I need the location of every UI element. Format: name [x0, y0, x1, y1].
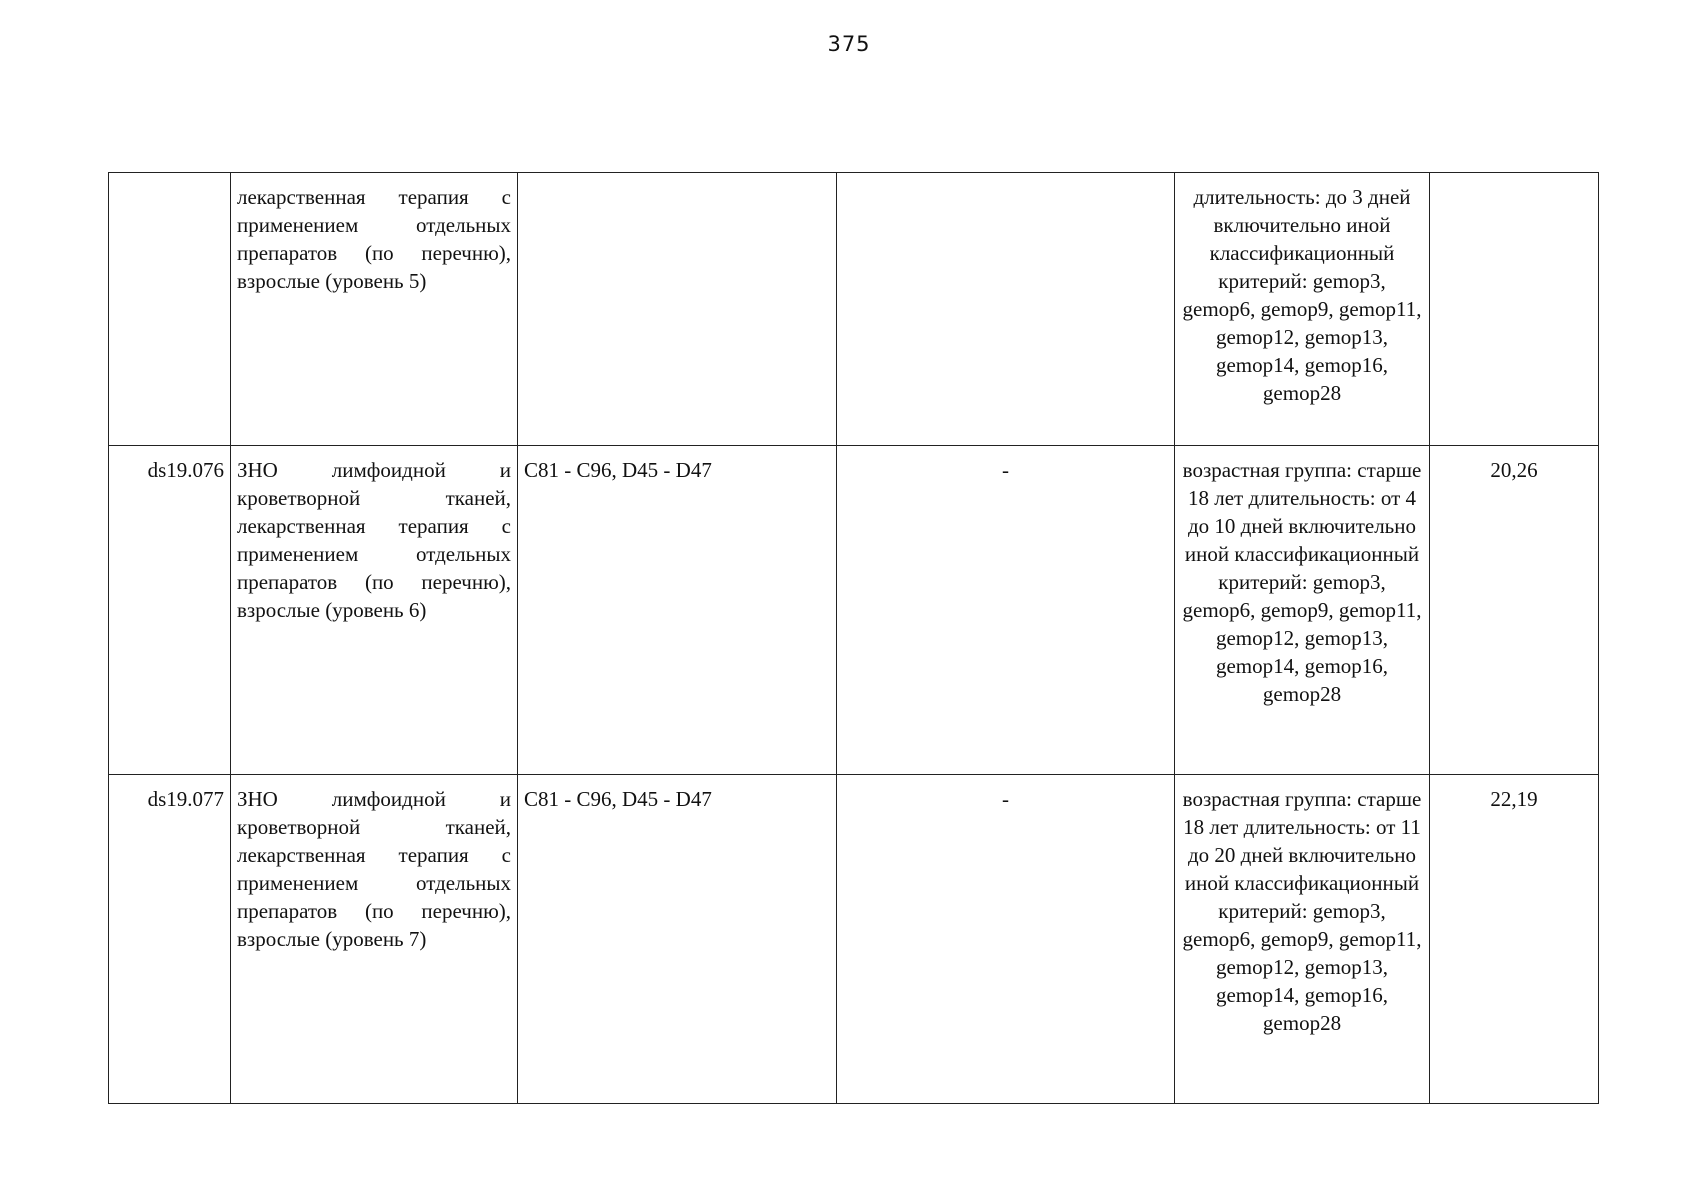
table-row [109, 173, 1599, 446]
table-row [109, 775, 1599, 1104]
coefficient-cell: 20,26 [1430, 446, 1599, 775]
coefficient-cell [1430, 173, 1599, 446]
group-code-cell [109, 173, 231, 446]
group-name-cell: ЗНО лимфоидной и кроветворной тканей, лекарственная терапия с применением отдельных препаратов (по перечню), взрослые (уровень 7) [231, 775, 518, 1104]
service-code-cell: - [837, 775, 1175, 1104]
icd-codes-cell: C81 - C96, D45 - D47 [518, 775, 837, 1104]
page-number: 375 [827, 32, 871, 56]
criteria-cell: длительность: до 3 дней включительно иной классификационный критерий: gemop3, gemop6, gemop9, gemop11, gemop12, gemop13, gemop14, gemop16, gemop28 [1175, 173, 1430, 446]
criteria-cell: возрастная группа: старше 18 лет длительность: от 4 до 10 дней включительно иной классификационный критерий: gemop3, gemop6, gemop9, gemop11, gemop12, gemop13, gemop14, gemop16, gemop28 [1175, 446, 1430, 775]
service-code-cell: - [837, 446, 1175, 775]
group-name-cell: ЗНО лимфоидной и кроветворной тканей, лекарственная терапия с применением отдельных препаратов (по перечню), взрослые (уровень 6) [231, 446, 518, 775]
group-code-cell: ds19.076 [109, 446, 231, 775]
table-row [109, 446, 1599, 775]
service-code-cell [837, 173, 1175, 446]
icd-codes-cell: C81 - C96, D45 - D47 [518, 446, 837, 775]
criteria-cell: возрастная группа: старше 18 лет длительность: от 11 до 20 дней включительно иной классификационный критерий: gemop3, gemop6, gemop9, gemop11, gemop12, gemop13, gemop14, gemop16, gemop28 [1175, 775, 1430, 1104]
group-code-cell: ds19.077 [109, 775, 231, 1104]
icd-codes-cell [518, 173, 837, 446]
coefficient-cell: 22,19 [1430, 775, 1599, 1104]
tariff-table [108, 172, 1599, 1104]
group-name-cell: лекарственная терапия с применением отдельных препаратов (по перечню), взрослые (уровень 5) [231, 173, 518, 446]
